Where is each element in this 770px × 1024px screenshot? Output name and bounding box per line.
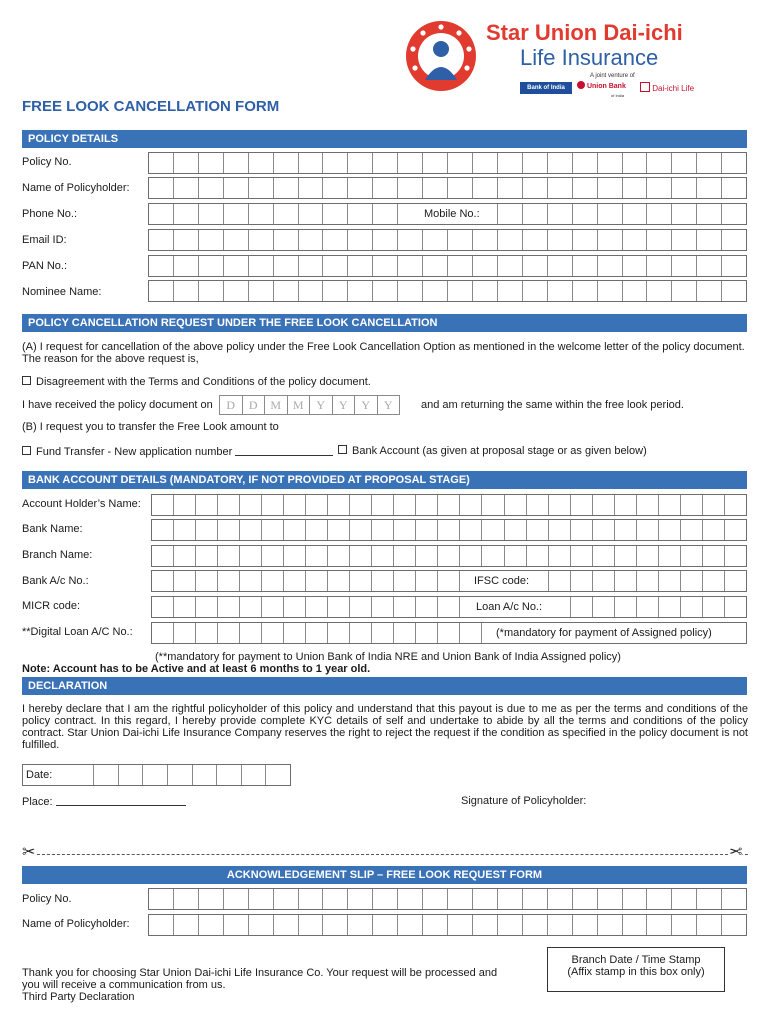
policyholder-name-label: Name of Policyholder: xyxy=(22,182,130,194)
policy-details-header-label: POLICY DETAILS xyxy=(28,133,119,145)
mandatory-note: (**mandatory for payment to Union Bank of India NRE and Union Bank of India Assigned policy) xyxy=(155,651,621,663)
micr-input[interactable] xyxy=(151,596,747,618)
email-label: Email ID: xyxy=(22,234,67,246)
received-prefix: I have received the policy document on xyxy=(22,399,213,411)
account-holder-input[interactable] xyxy=(151,494,747,516)
date-placeholder: M xyxy=(287,396,310,414)
ack-policy-no-label: Policy No. xyxy=(22,893,72,905)
cancellation-para-a: (A) I request for cancellation of the above policy under the Free Look Cancellation Option as mentioned in the welcome letter of the policy document. The reason for the above request is, xyxy=(22,341,745,365)
partner-dai-ichi xyxy=(640,82,710,94)
declaration-text: I hereby declare that I am the rightful policyholder of this policy and understand that this payout is due to me as per the terms and conditions of the policy contract. In this regard, I hereby provide complete KYC details of self and undertake to abide by all the terms and conditions of the policy contract. Star Union Dai-ichi Life Insurance Company reserves the right to reject the request if the condition as specified in the policy document is not fulfilled. xyxy=(22,703,748,751)
received-date-input[interactable] xyxy=(219,395,400,415)
account-no-label: Bank A/c No.: xyxy=(22,575,89,587)
joint-venture-label: A joint venture of xyxy=(590,73,635,79)
partner-union-bank xyxy=(577,81,635,98)
ifsc-label: IFSC code: xyxy=(472,571,534,591)
bank-details-header-label: BANK ACCOUNT DETAILS (MANDATORY, IF NOT PROVIDED AT PROPOSAL STAGE) xyxy=(28,474,470,486)
cancellation-header xyxy=(22,314,747,332)
brand-name-line1: Star Union Dai-ichi xyxy=(486,20,683,45)
account-no-input[interactable] xyxy=(151,570,747,592)
pan-input[interactable] xyxy=(148,255,747,277)
declaration-header xyxy=(22,677,747,695)
policy-details-header xyxy=(22,130,747,148)
branch-name-input[interactable] xyxy=(151,545,747,567)
policyholder-name-input[interactable] xyxy=(148,177,747,199)
fund-transfer-label: Fund Transfer - New application number xyxy=(36,446,233,458)
union-bank-icon xyxy=(577,81,585,89)
stamp-line2: (Affix stamp in this box only) xyxy=(567,966,705,978)
bank-details-header xyxy=(22,471,747,489)
date-placeholder: M xyxy=(264,396,287,414)
bank-name-label: Bank Name: xyxy=(22,523,83,535)
policy-no-label: Policy No. xyxy=(22,156,72,168)
ack-policyholder-input[interactable] xyxy=(148,914,747,936)
phone-label: Phone No.: xyxy=(22,208,78,220)
fund-transfer-option[interactable] xyxy=(22,445,333,458)
scissors-left-icon: ✂ xyxy=(22,844,36,861)
form-title: FREE LOOK CANCELLATION FORM xyxy=(22,98,280,115)
reason-checkbox[interactable] xyxy=(22,376,31,385)
logo-emblem-icon xyxy=(403,18,479,94)
bank-account-option[interactable] xyxy=(338,445,647,457)
reason-label: Disagreement with the Terms and Conditions of the policy document. xyxy=(36,376,371,388)
ack-header xyxy=(22,866,747,884)
partner-bank-of-india-label: Bank of India xyxy=(527,85,565,91)
ack-policy-no-input[interactable] xyxy=(148,888,747,910)
dai-ichi-icon xyxy=(640,82,650,92)
reason-option[interactable] xyxy=(22,376,371,388)
partner-union-bank-sub: of India xyxy=(611,93,625,98)
application-number-field[interactable] xyxy=(235,445,333,456)
received-suffix: and am returning the same within the free look period. xyxy=(421,399,684,411)
ack-thanks: Thank you for choosing Star Union Dai-ichi Life Insurance Co. Your request will be processed and you will receive a communication from us. xyxy=(22,967,498,991)
signature-label: Signature of Policyholder: xyxy=(461,795,587,807)
nominee-label: Nominee Name: xyxy=(22,286,102,298)
ack-header-label: ACKNOWLEDGEMENT SLIP – FREE LOOK REQUEST FORM xyxy=(226,869,543,881)
fund-transfer-checkbox[interactable] xyxy=(22,446,31,455)
partner-dai-ichi-label: Dai-ichi Life xyxy=(652,84,695,93)
account-holder-label: Account Holder’s Name: xyxy=(22,498,141,510)
bank-account-checkbox[interactable] xyxy=(338,445,347,454)
date-placeholder: Y xyxy=(332,396,355,414)
date-placeholder: Y xyxy=(309,396,332,414)
declaration-date-input[interactable] xyxy=(22,764,291,786)
assigned-policy-note: (*mandatory for payment of Assigned policy) xyxy=(494,623,746,643)
date-placeholder: D xyxy=(226,398,236,412)
declaration-place xyxy=(22,795,186,808)
declaration-date-label: Date: xyxy=(26,769,53,781)
nominee-input[interactable] xyxy=(148,280,747,302)
mobile-label: Mobile No.: xyxy=(422,204,496,224)
ack-policyholder-label: Name of Policyholder: xyxy=(22,918,130,930)
digital-loan-label: **Digital Loan A/C No.: xyxy=(22,626,133,638)
scissors-right-icon: ✂ xyxy=(729,844,743,861)
bank-account-label: Bank Account (as given at proposal stage or as given below) xyxy=(352,445,647,457)
partner-bank-of-india xyxy=(520,82,572,94)
loan-ac-label: Loan A/c No.: xyxy=(474,597,550,617)
active-account-note: Note: Account has to be Active and at least 6 months to 1 year old. xyxy=(22,663,371,675)
place-field[interactable] xyxy=(56,795,186,806)
cut-line xyxy=(22,854,748,855)
branch-name-label: Branch Name: xyxy=(22,549,93,561)
declaration-place-label: Place: xyxy=(22,796,53,808)
company-logo xyxy=(403,18,479,94)
date-placeholder: Y xyxy=(377,396,400,414)
partner-union-bank-label: Union Bank xyxy=(586,83,626,90)
declaration-header-label: DECLARATION xyxy=(28,680,108,692)
pan-label: PAN No.: xyxy=(22,260,68,272)
stamp-line1: Branch Date / Time Stamp xyxy=(571,954,701,966)
policy-no-input[interactable] xyxy=(148,152,747,174)
bank-name-input[interactable] xyxy=(151,519,747,541)
date-placeholder: D xyxy=(242,396,265,414)
cancellation-header-label: POLICY CANCELLATION REQUEST UNDER THE FREE LOOK CANCELLATION xyxy=(28,317,438,329)
email-input[interactable] xyxy=(148,229,747,251)
micr-label: MICR code: xyxy=(22,600,81,612)
stamp-box[interactable] xyxy=(547,947,725,992)
date-placeholder: Y xyxy=(354,396,377,414)
third-party-declaration: Third Party Declaration xyxy=(22,991,135,1003)
brand-name-line2: Life Insurance xyxy=(520,45,659,70)
cancellation-para-b: (B) I request you to transfer the Free Look amount to xyxy=(22,421,279,433)
